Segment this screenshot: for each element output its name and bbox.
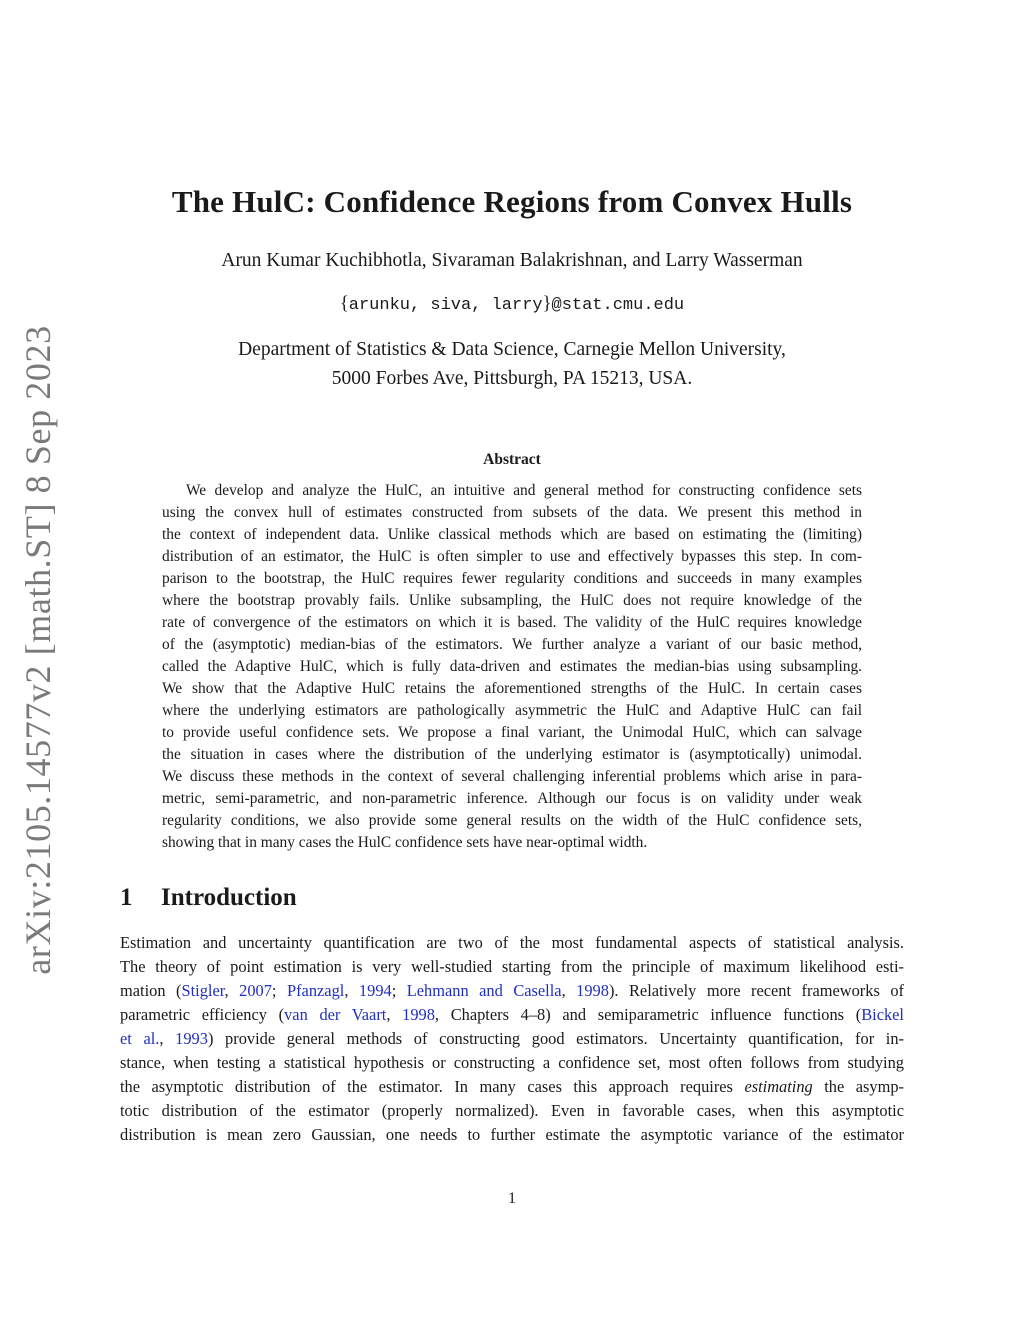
paper-title: The HulC: Confidence Regions from Convex Hulls: [171, 184, 853, 219]
text: , Chapters 4–8) and semiparametric influence functions (: [434, 1005, 862, 1024]
text: ). Relatively more recent frameworks of: [608, 981, 904, 1000]
citation-link[interactable]: Lehmann and Casella: [406, 981, 562, 1000]
text: ) provide general methods of constructing good estimators. Uncertainty quantification, for in-: [207, 1029, 904, 1048]
affiliation-line-2: 5000 Forbes Ave, Pittsburgh, PA 15213, USA.: [331, 368, 693, 389]
citation-link[interactable]: 1993: [175, 1029, 208, 1048]
text: parametric efficiency (: [120, 1005, 285, 1024]
text: mation (: [120, 981, 182, 1000]
text: ,: [159, 1029, 176, 1048]
intro-line: Estimation and uncertainty quantification are two of the most fundamental aspects of statistical analysis.: [120, 933, 904, 952]
text: ,: [224, 981, 240, 1000]
citation-link[interactable]: 1998: [576, 981, 609, 1000]
abstract-line: the context of independent data. Unlike classical methods which are based on estimating the (limiting): [162, 526, 862, 543]
text: ,: [344, 981, 359, 1000]
abstract-line: called the Adaptive HulC, which is fully data-driven and estimates the median-bias using subsampling.: [162, 658, 862, 675]
abstract-line: the situation in cases where the distribution of the underlying estimator is (asymptotically) unimodal.: [162, 746, 862, 763]
citation-link[interactable]: Pfanzagl: [286, 981, 345, 1000]
citation-link[interactable]: 2007: [239, 981, 272, 1000]
section-number: 1: [120, 884, 133, 911]
page-number: 1: [508, 1190, 516, 1207]
abstract-line: We show that the Adaptive HulC retains the aforementioned strengths of the HulC. In certain cases: [162, 680, 862, 697]
abstract-line: to provide useful confidence sets. We propose a final variant, the Unimodal HulC, which can salvage: [162, 724, 862, 741]
citation-link[interactable]: 1994: [358, 981, 392, 1000]
email-brace-close: }: [542, 294, 552, 314]
arxiv-identifier-stamp: arXiv:2105.14577v2 [math.ST] 8 Sep 2023: [18, 325, 58, 975]
text: the asymptotic distribution of the estimator. In many cases this approach requires: [120, 1077, 745, 1096]
citation-link[interactable]: Stigler: [181, 981, 225, 1000]
citation-link[interactable]: et al.: [120, 1029, 160, 1048]
email-domain: @stat.cmu.edu: [551, 296, 685, 315]
text: the asymp-: [812, 1077, 904, 1096]
text: ,: [561, 981, 577, 1000]
abstract-line: We develop and analyze the HulC, an intuitive and general method for constructing confidence sets: [186, 482, 862, 499]
intro-line: stance, when testing a statistical hypothesis or constructing a confidence set, most often follows from studying: [120, 1053, 904, 1072]
intro-line: distribution is mean zero Gaussian, one needs to further estimate the asymptotic variance of the estimator: [120, 1125, 904, 1144]
text: ;: [271, 981, 287, 1000]
text: ,: [386, 1005, 403, 1024]
abstract-line: distribution of an estimator, the HulC is often simpler to use and effectively bypasses this step. In com-: [162, 548, 862, 565]
intro-line: totic distribution of the estimator (properly normalized). Even in favorable cases, when this asymptotic: [120, 1101, 904, 1120]
abstract-line: We discuss these methods in the context of several challenging inferential problems which arise in para-: [162, 768, 862, 785]
citation-link[interactable]: Bickel: [861, 1005, 904, 1024]
email-brace-open: {: [339, 294, 349, 314]
affiliation-line-1: Department of Statistics & Data Science, Carnegie Mellon University,: [238, 339, 786, 360]
abstract-line: showing that in many cases the HulC confidence sets have near-optimal width.: [162, 834, 648, 851]
intro-line: [120, 1075, 904, 1099]
abstract-line: of the (asymptotic) median-bias of the estimators. We further analyze a variant of our basic method,: [162, 636, 862, 653]
abstract-line: where the underlying estimators are pathologically asymmetric the HulC and Adaptive HulC can fail: [162, 702, 862, 719]
abstract-line: parison to the bootstrap, the HulC requires fewer regularity conditions and succeeds in many examples: [162, 570, 862, 587]
abstract-line: metric, semi-parametric, and non-parametric inference. Although our focus is on validity under weak: [162, 790, 862, 807]
citation-link[interactable]: 1998: [402, 1005, 435, 1024]
abstract-line: rate of convergence of the estimators on which it is based. The validity of the HulC requires knowledge: [162, 614, 862, 631]
text: ;: [391, 981, 407, 1000]
citation-link[interactable]: van der Vaart: [284, 1005, 387, 1024]
intro-line: [120, 1003, 904, 1027]
intro-line: The theory of point estimation is very well-studied starting from the principle of maximum likelihood esti-: [120, 957, 904, 976]
section-title: Introduction: [161, 884, 297, 911]
author-list: Arun Kumar Kuchibhotla, Sivaraman Balakrishnan, and Larry Wasserman: [221, 250, 803, 271]
abstract-line: where the bootstrap provably fails. Unlike subsampling, the HulC does not require knowledge of the: [162, 592, 862, 609]
abstract-line: regularity conditions, we also provide some general results on the width of the HulC confidence sets,: [162, 812, 862, 829]
intro-line: [120, 1027, 904, 1051]
emphasis: estimating: [744, 1077, 813, 1096]
abstract-line: using the convex hull of estimates constructed from subsets of the data. We present this method in: [162, 504, 862, 521]
email-usernames: arunku, siva, larry: [348, 296, 543, 315]
intro-line: [120, 979, 904, 1003]
abstract-heading: Abstract: [483, 451, 541, 468]
author-emails: [0, 294, 1024, 315]
